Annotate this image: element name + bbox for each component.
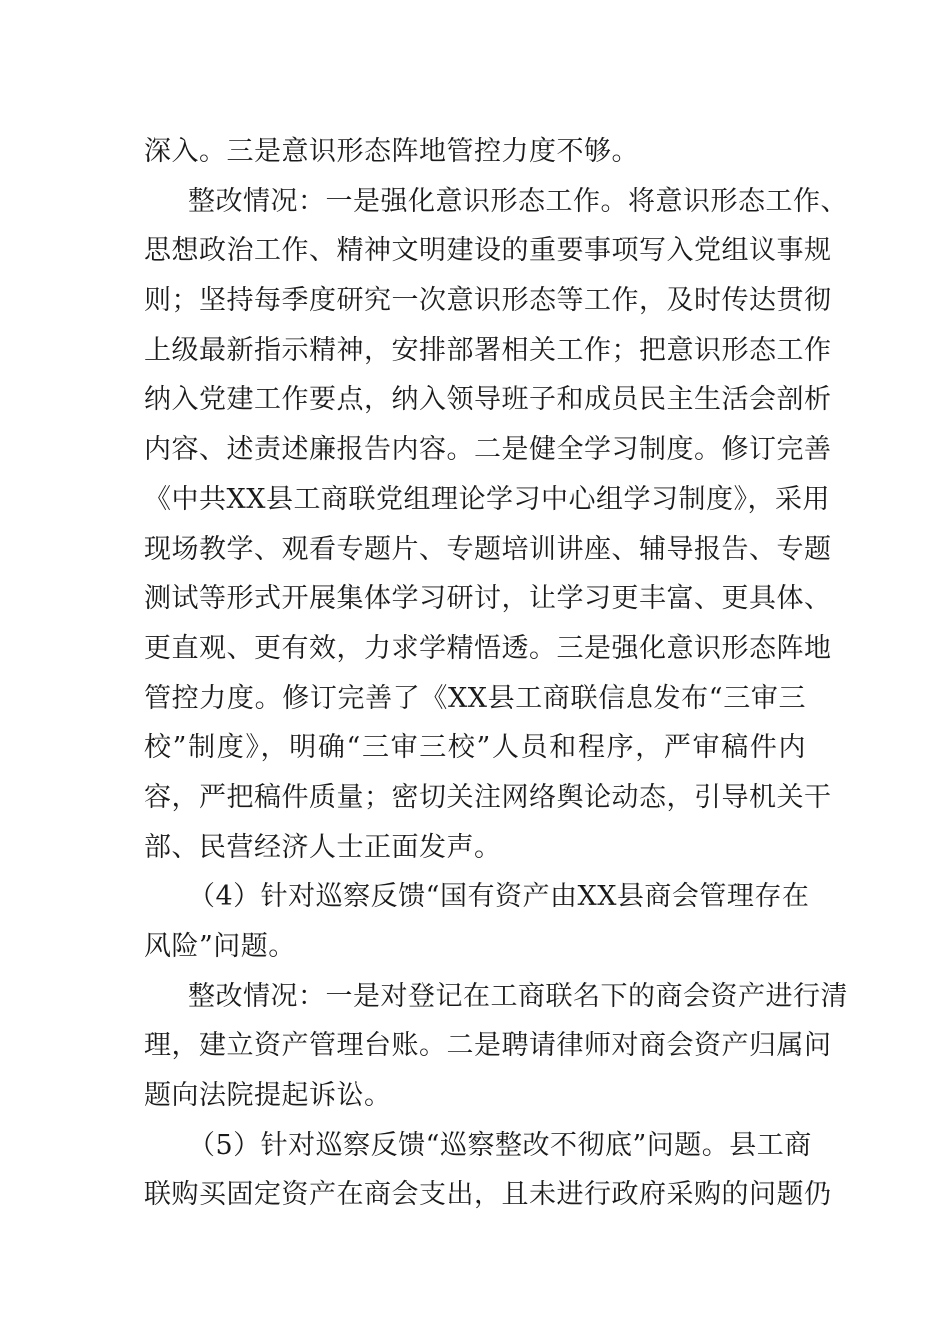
text-line: 联购买固定资产在商会支出，且未进行政府采购的问题仍: [144, 1179, 832, 1211]
paragraph-issue-4: [144, 872, 810, 971]
text-line: 思想政治工作、精神文明建设的重要事项写入党组议事规: [144, 235, 832, 267]
text-line: 容，严把稿件质量；密切关注网络舆论动态，引导机关干: [144, 781, 832, 813]
text-line: 则；坚持每季度研究一次意识形态等工作，及时传达贯彻: [144, 285, 832, 317]
text-line: 整改情况：一是强化意识形态工作。将意识形态工作、: [188, 185, 848, 217]
text-line: 管控力度。修订完善了《XX县工商联信息发布“三审三: [144, 682, 806, 714]
text-line: 上级最新指示精神，安排部署相关工作；把意识形态工作: [144, 334, 832, 366]
text-line: 现场教学、观看专题片、专题培训讲座、辅导报告、专题: [144, 533, 832, 565]
text-line: （5）针对巡察反馈“巡察整改不彻底”问题。县工商: [188, 1129, 812, 1161]
text-line: （4）针对巡察反馈“国有资产由XX县商会管理存在: [188, 881, 810, 913]
paragraph-issue-5: [144, 1121, 832, 1220]
text-line: 更直观、更有效，力求学精悟透。三是强化意识形态阵地: [144, 632, 832, 664]
document-body: [144, 127, 848, 1220]
text-line: 测试等形式开展集体学习研讨，让学习更丰富、更具体、: [144, 583, 832, 615]
text-line: 整改情况：一是对登记在工商联名下的商会资产进行清: [188, 980, 848, 1012]
text-line: 内容、述责述廉报告内容。二是健全学习制度。修订完善: [144, 434, 832, 466]
text-line: 《中共XX县工商联党组理论学习中心组学习制度》，采用: [144, 483, 830, 515]
paragraph-rectification-ideology: [144, 177, 848, 873]
text-line: 风险”问题。: [144, 931, 296, 962]
paragraph-rectification-assets: [144, 972, 848, 1121]
text-line: 校”制度》，明确“三审三校”人员和程序，严审稿件内: [144, 732, 806, 764]
text-line: 深入。三是意识形态阵地管控力度不够。: [144, 136, 639, 167]
text-line: 部、民营经济人士正面发声。: [144, 831, 502, 863]
text-line: 理，建立资产管理台账。二是聘请律师对商会资产归属问: [144, 1030, 832, 1062]
paragraph-previous-tail: [144, 127, 806, 177]
text-line: 题向法院提起诉讼。: [144, 1080, 392, 1112]
text-line: 纳入党建工作要点，纳入领导班子和成员民主生活会剖析: [144, 384, 832, 416]
